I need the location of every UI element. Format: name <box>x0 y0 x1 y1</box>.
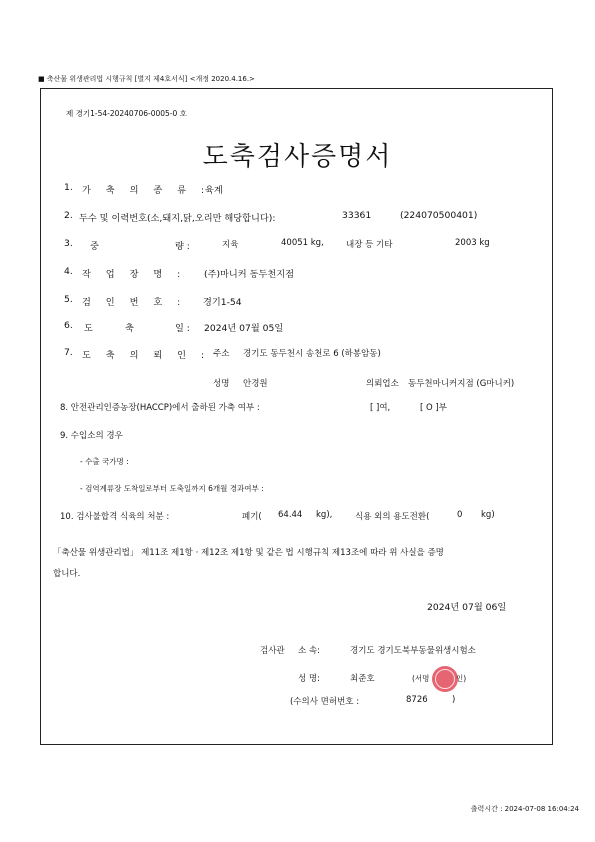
item-10-conversion-unit: kg) <box>481 510 495 520</box>
issue-date: 2024년 07월 06일 <box>427 602 507 613</box>
item-6-label-c: 일 : <box>175 323 190 334</box>
item-2-number: 2. <box>64 210 73 221</box>
item-3-weight: 40051 kg, <box>281 238 324 248</box>
item-6-label-a: 도 <box>84 323 93 334</box>
seal-label-close: 인) <box>456 674 467 683</box>
certification-statement-line-2: 합니다. <box>53 569 81 579</box>
item-3-other-label: 내장 등 기타 <box>346 240 393 250</box>
item-8-option-yes: [ ]여, <box>370 403 391 413</box>
item-3-number: 3. <box>64 238 73 249</box>
inspector-org: 경기도 경기도북부동물위생시험소 <box>350 646 476 656</box>
item-5-value: 경기1-54 <box>203 297 242 308</box>
item-1-number: 1. <box>64 182 73 193</box>
item-10-disposal: 폐기( <box>242 512 262 522</box>
item-2-count: 33361 <box>342 210 372 221</box>
item-6-number: 6. <box>64 320 73 331</box>
item-7-name: 안경원 <box>243 379 268 389</box>
item-10-conversion: 식용 외의 용도전환( <box>355 512 430 522</box>
item-4-value: (주)마니커 동두천지점 <box>204 269 294 280</box>
item-2-trace-number: (224070500401) <box>400 210 478 221</box>
item-6-label-b: 축 <box>125 323 134 334</box>
seal-inner-ring <box>435 669 455 689</box>
item-7-label: 도 축 의 뢰 인 : <box>82 350 211 361</box>
item-5-number: 5. <box>64 294 73 305</box>
license-label: (수의사 면허번호 : <box>290 697 360 707</box>
item-9-export-country: - 수출 국가명 : <box>80 457 129 466</box>
item-7-number: 7. <box>64 347 73 358</box>
output-timestamp: 출력시간 : 2024-07-08 16:04:24 <box>470 805 579 813</box>
official-seal-stamp <box>432 666 458 692</box>
item-10-disposal-amount: 64.44 <box>278 510 303 520</box>
item-7-address: 경기도 동두천시 송천로 6 (하봉암동) <box>243 349 381 359</box>
item-9-quarantine-period: - 검역계류장 도착일로부터 도축일까지 6개월 경과여부 : <box>80 484 264 493</box>
item-7-company-label: 의뢰업소 <box>366 379 399 389</box>
inspector-name: 최준호 <box>350 674 375 684</box>
item-10-disposal-unit: kg), <box>316 510 333 520</box>
item-3-type: 지육 <box>222 240 239 250</box>
item-4-label: 작 업 장 명 : <box>82 269 187 280</box>
item-3-other-weight: 2003 kg <box>455 238 490 248</box>
item-3-label-a: 중 <box>90 241 99 252</box>
item-7-address-label: 주소 <box>213 349 230 359</box>
seal-label-open: (서명 <box>412 674 430 683</box>
item-10-label: 10. 검사불합격 식육의 처분 : <box>60 512 170 522</box>
license-close: ) <box>452 695 456 705</box>
item-5-label: 검 인 번 호 : <box>82 297 187 308</box>
item-1-label: 가 축 의 종 류 : <box>82 185 211 196</box>
form-header-label: ■ 축산물 위생관리법 시행규칙 [별지 제4호서식] <개정 2020.4.16.> <box>38 75 255 83</box>
license-number: 8726 <box>406 695 428 705</box>
item-7-company: 동두천마니커지점 (G마니커) <box>408 379 515 389</box>
item-8-label: 8. 안전관리인증농장(HACCP)에서 출하된 가축 여부 : <box>60 403 260 413</box>
item-8-option-no: [ O ]부 <box>420 403 447 413</box>
item-7-name-label: 성명 <box>213 379 230 389</box>
certification-statement-line-1: 「축산물 위생관리법」 제11조 제1항 · 제12조 제1항 및 같은 법 시행규칙 제13조에 따라 위 사실을 증명 <box>53 548 444 558</box>
document-number: 제 경기1-54-20240706-0005-0 호 <box>66 109 187 118</box>
item-6-value: 2024년 07월 05일 <box>204 323 284 334</box>
item-1-value: 육계 <box>205 185 223 196</box>
inspector-role: 검사관 <box>260 646 285 656</box>
item-2-label: 두수 및 이력번호(소,돼지,닭,오리만 해당합니다): <box>79 213 276 224</box>
item-3-label-b: 량 : <box>175 241 190 252</box>
document-title: 도축검사증명서 <box>202 142 393 172</box>
item-9-label: 9. 수입소의 경우 <box>60 431 123 441</box>
item-10-conversion-amount: 0 <box>457 510 463 520</box>
inspector-name-label: 성 명: <box>298 674 320 684</box>
inspector-org-label: 소 속: <box>298 646 320 656</box>
item-4-number: 4. <box>64 266 73 277</box>
